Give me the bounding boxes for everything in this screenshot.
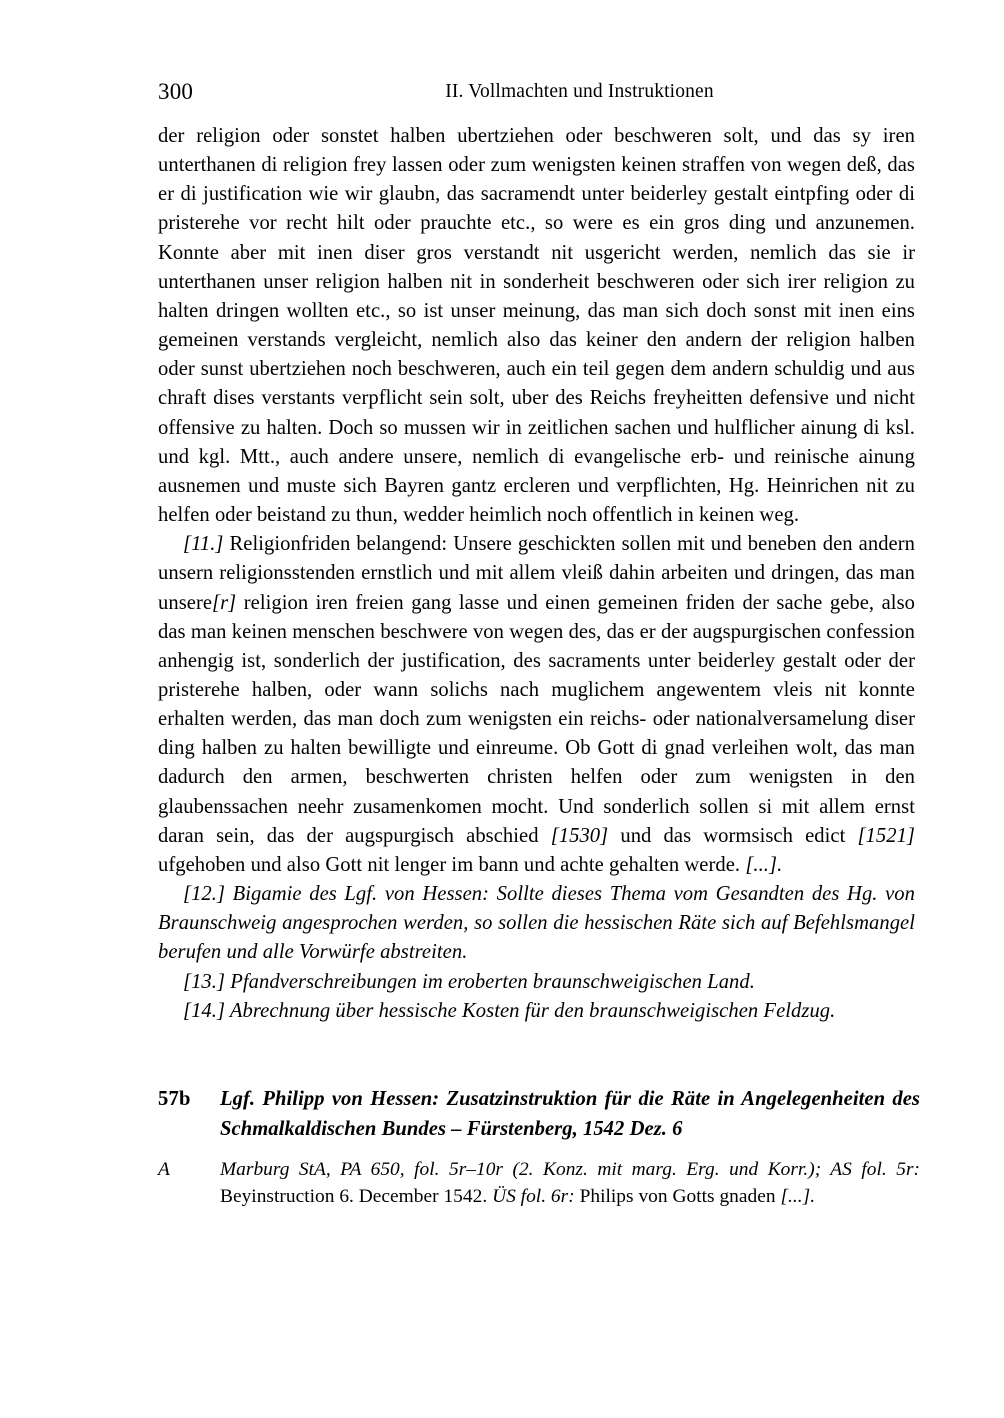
- apparatus-folio-reference: ÜS fol. 6r:: [492, 1185, 575, 1207]
- running-head-title: II. Vollmachten und Instruktionen: [445, 81, 714, 102]
- apparatus-body: [220, 1157, 920, 1210]
- item-marker-11: [11.]: [183, 533, 224, 556]
- source-apparatus: [158, 1157, 920, 1210]
- apparatus-row: [158, 1157, 920, 1210]
- editorial-ellipsis: [...].: [745, 853, 783, 876]
- apparatus-incipit-1: Beyinstruction 6. December 1542.: [220, 1185, 493, 1207]
- section-title: Lgf. Philipp von Hessen: Zusatzinstruktion für die Räte in Angelegenheiten des Schmalkaldischen Bundes – Fürstenberg, 1542 Dez. 6: [220, 1088, 920, 1140]
- editorial-insert-1521: [1521]: [857, 824, 915, 847]
- section-heading: [158, 1085, 920, 1144]
- item-11-text-part-1: Religionfriden belangend: Unsere geschickten sollen mit und beneben den andern unsern religionsstenden ernstlich und mit allem vleiß dahin arbeiten und dringen, das man unsere: [158, 533, 915, 614]
- section-number: 57b: [158, 1088, 191, 1110]
- apparatus-incipit-2: Philips von Gotts gnaden: [574, 1185, 781, 1207]
- editorial-insert-r: [r]: [212, 591, 237, 614]
- item-11-text-part-4: ufgehoben und also Gott nit lenger im bann und achte gehalten werde.: [158, 853, 746, 876]
- running-head: [158, 78, 915, 106]
- main-text-block: [158, 122, 915, 1026]
- paragraph-item-14: [14.] Abrechnung über hessische Kosten für den braunschweigischen Feldzug.: [183, 999, 836, 1022]
- paragraph-item-12: [12.] Bigamie des Lgf. von Hessen: Sollte dieses Thema vom Gesandten des Hg. von Braunschweig angesprochen werden, so sollen die hessischen Räte sich auf Befehlsmangel berufen und alle Vorwürfe abstreiten.: [158, 883, 915, 964]
- editorial-insert-1530: [1530]: [550, 824, 609, 847]
- item-11-text-part-3: und das wormsisch edict: [608, 824, 858, 847]
- page-number: 300: [158, 79, 194, 104]
- paragraph-item-11: [158, 530, 915, 880]
- apparatus-siglum: A: [158, 1159, 170, 1180]
- apparatus-ellipsis: [...].: [780, 1185, 816, 1207]
- paragraph-item-13: [13.] Pfandverschreibungen im eroberten braunschweigischen Land.: [183, 970, 755, 993]
- item-11-text-part-2: religion iren freien gang lasse und einen gemeinen friden der sache gebe, also das man keinen menschen beschwere von wegen des, das er der augspurgischen confession anhengig ist, sonderlich der justification, des sacraments unter beiderley gestalt oder der pristerehe halben, oder wann solichs nach muglichem angewentem vleis nit konnte erhalten werden, das man doch zum wenigsten ein reichs- oder nationalversamelung diser ding halben zu halten bewilligte und einreume. Ob Gott di gnad verleihen wolt, das man dadurch den armen, beschwerten christen helfen oder zum wenigsten in den glaubenssachen neehr zusamenkomen mocht. Und sonderlich sollen si mit allem ernst daran sein, das der augspurgisch abschied: [158, 591, 915, 847]
- paragraph-continued: der religion oder sonstet halben ubertziehen oder beschweren solt, und das sy iren unterthanen di religion frey lassen oder zum wenigsten keinen straffen von wegen deß, das er di justification wie wir glaubn, das sacramendt unter beiderley gestalt eintpfing oder di pristerehe vor recht hilt oder prauchte etc., so were es ein gros ding und anzunemen. Konnte aber mit inen diser gros verstandt nit usgericht werden, nemlich das sie ir unterthanen unser religion halben nit in sonderheit beschweren oder sich irer religion zu halten dringen wollten etc., so ist unser meinung, das man sich doch sonst mit inen eins gemeinen verstands vergleicht, nemlich also das keiner den andern der religion halben oder sunst ubertziehen noch beschweren, auch ein teil gegen dem andern schuldig und aus chraft dises verstants verpflicht sein solt, uber des Reichs freyheitten defensive und nicht offensive zu halten. Doch so mussen wir in zeitlichen sachen und hulflicher ainung di ksl. und kgl. Mtt., auch andere unsere, nemlich di evangelische erb- und reinische ainung ausnemen und muste sich Bayren gantz ercleren und verpflichten, Hg. Heinrichen nit zu helfen oder beistand zu thun, wedder heimlich noch offentlich in keinen weg.: [158, 125, 915, 527]
- apparatus-shelfmark: Marburg StA, PA 650, fol. 5r–10r (2. Konz. mit marg. Erg. und Korr.); AS fol. 5r:: [220, 1159, 920, 1180]
